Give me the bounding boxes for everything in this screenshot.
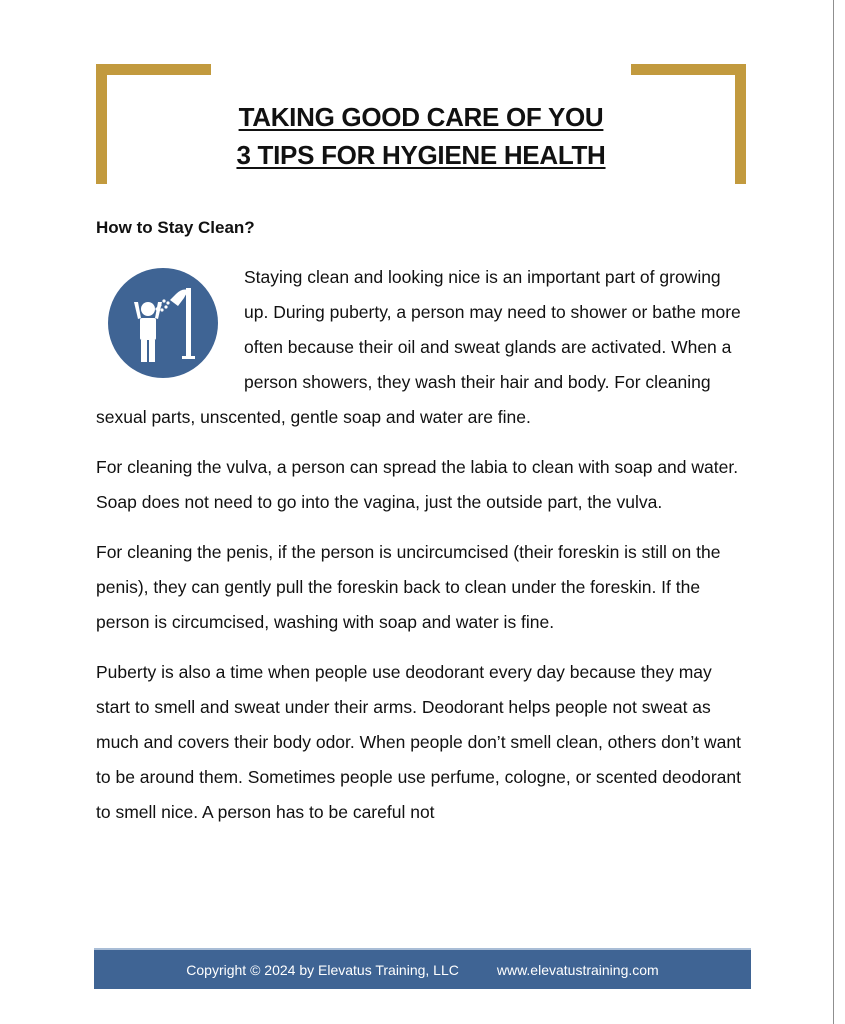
section-heading: How to Stay Clean? [96,218,255,237]
page-title-line2: 3 TIPS FOR HYGIENE HEALTH [236,140,606,170]
paragraph-3: For cleaning the penis, if the person is uncircumcised (their foreskin is still on the penis), they can gently pull the foreskin back to clean under the foreskin. If the person is circumcised, washing with soap and water is fine. [96,542,721,632]
shower-icon-container [96,260,244,400]
page-title [150,98,692,174]
footer-copyright: Copyright © 2024 by Elevatus Training, LLC [186,961,459,978]
page-title-line1: TAKING GOOD CARE OF YOU [238,102,604,132]
footer-website: www.elevatustraining.com [496,961,659,978]
page-edge [833,0,845,1024]
paragraph-4: Puberty is also a time when people use deodorant every day because they may start to smell and sweat under their arms. Deodorant helps people not sweat as much and covers their body odor. When people don’t smell clean, others don’t want to be around them. Sometimes people use perfume, cologne, or scented deodorant to smell nice. A person has to be careful not [96,662,741,822]
paragraph-1: Staying clean and looking nice is an important part of growing up. During puberty, a person may need to shower or bathe more often because their oil and sweat glands are activated. When a person showers, they wash their hair and body. For cleaning sexual parts, unscented, gentle soap and water are fine. [96,267,741,427]
paragraph-2: For cleaning the vulva, a person can spread the labia to clean with soap and water. Soap does not need to go into the vagina, just the outside part, the vulva. [96,457,739,512]
page-footer [94,948,751,989]
shower-person-icon [108,268,218,378]
document-body [96,260,744,845]
